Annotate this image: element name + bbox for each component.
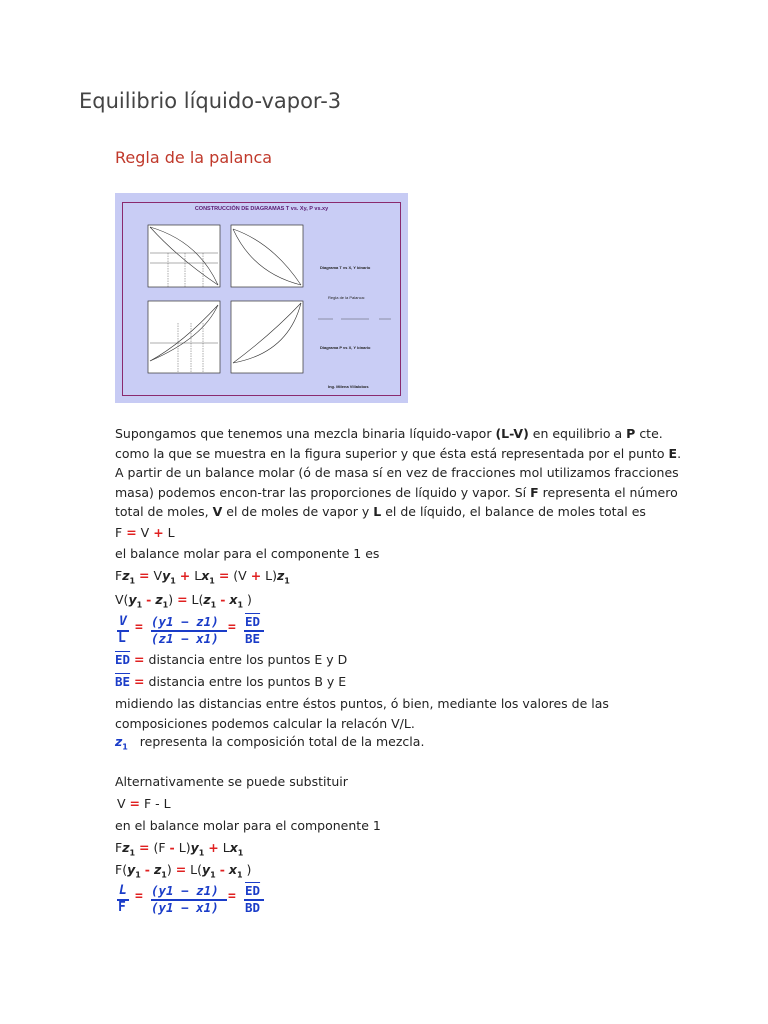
figure-note-pxy: Diagrama P vs X, Y binario [320, 345, 371, 350]
paragraph-intro: Supongamos que tenemos una mezcla binaria líquido-vapor (L-V) en equilibrio a P cte. como la que se muestra en la figura superior y que ésta está representada por el punto E. A partir de un balance molar (ó de masa sí en vez de fracciones mol utilizamos fracciones masa) podemos encon-trar las proporciones de líquido y vapor. Sí F representa el número total de moles, V el de moles de vapor y L el de líquido, el balance de moles total es [115, 426, 682, 519]
equation-substituted-rearranged: $F(y_1 - z_1) = L(y_1 - x_1$ ) [115, 862, 252, 880]
z1-definition: $z_1$ representa la composición total de la mezcla. [115, 734, 425, 752]
panel-pxy-1 [148, 301, 220, 373]
fraction-l-over-f: L F = (y1 − z1) (y1 − x1) = $\overline{ED}$ $\overline{BD}$ [115, 883, 275, 917]
figure-note-lever: Regla de la Palanca: [328, 295, 365, 300]
be-definition: $\overline{BE}$ = distancia entre los puntos B y E [115, 674, 347, 689]
equation-substituted: $Fz_1 = (F - L)y_1 + Lx_1$ [115, 840, 244, 858]
panel-txy-2 [231, 225, 303, 287]
line-component-balance-2: en el balance molar para el componente 1 [115, 818, 381, 833]
fraction-v-over-l: V L = (y1 − z1) (z1 − x1) = $\overline{ED}$ $\overline{BE}$ [115, 614, 275, 648]
diagram-figure [115, 193, 408, 403]
paragraph-distances: midiendo las distancias entre éstos puntos, ó bien, mediante los valores de las composiciones podemos calcular la relacón V/L. [115, 696, 609, 731]
line-component-balance: el balance molar para el componente 1 es [115, 546, 380, 561]
equation-rearranged: $V(y_1 - z_1) = L(z_1 - x_1$ ) [115, 592, 252, 610]
section-title: Regla de la palanca [115, 148, 273, 167]
panel-txy-1 [148, 225, 220, 287]
figure-credit: Ing. Milena Villalobos [328, 384, 369, 389]
figure-title: CONSTRUCCIÓN DE DIAGRAMAS T vs. Xy, P vs.xy [194, 206, 329, 212]
equation-component-balance: $Fz_1 = Vy_1 + Lx_1 = (V + L)z_1$ [115, 568, 290, 586]
page-title: Equilibrio líquido-vapor-3 [79, 89, 342, 113]
panel-pxy-2 [231, 301, 303, 373]
ed-definition: $\overline{ED}$ = distancia entre los puntos E y D [115, 652, 348, 667]
figure-note-txy: Diagrama T vs X, Y binario [320, 265, 371, 270]
equation-total-balance: F = V + L [115, 525, 175, 540]
alternative-line: Alternativamente se puede substituir [115, 774, 348, 789]
equation-v-substitution: V = F - L [117, 796, 171, 811]
diagram-frame [122, 202, 401, 396]
